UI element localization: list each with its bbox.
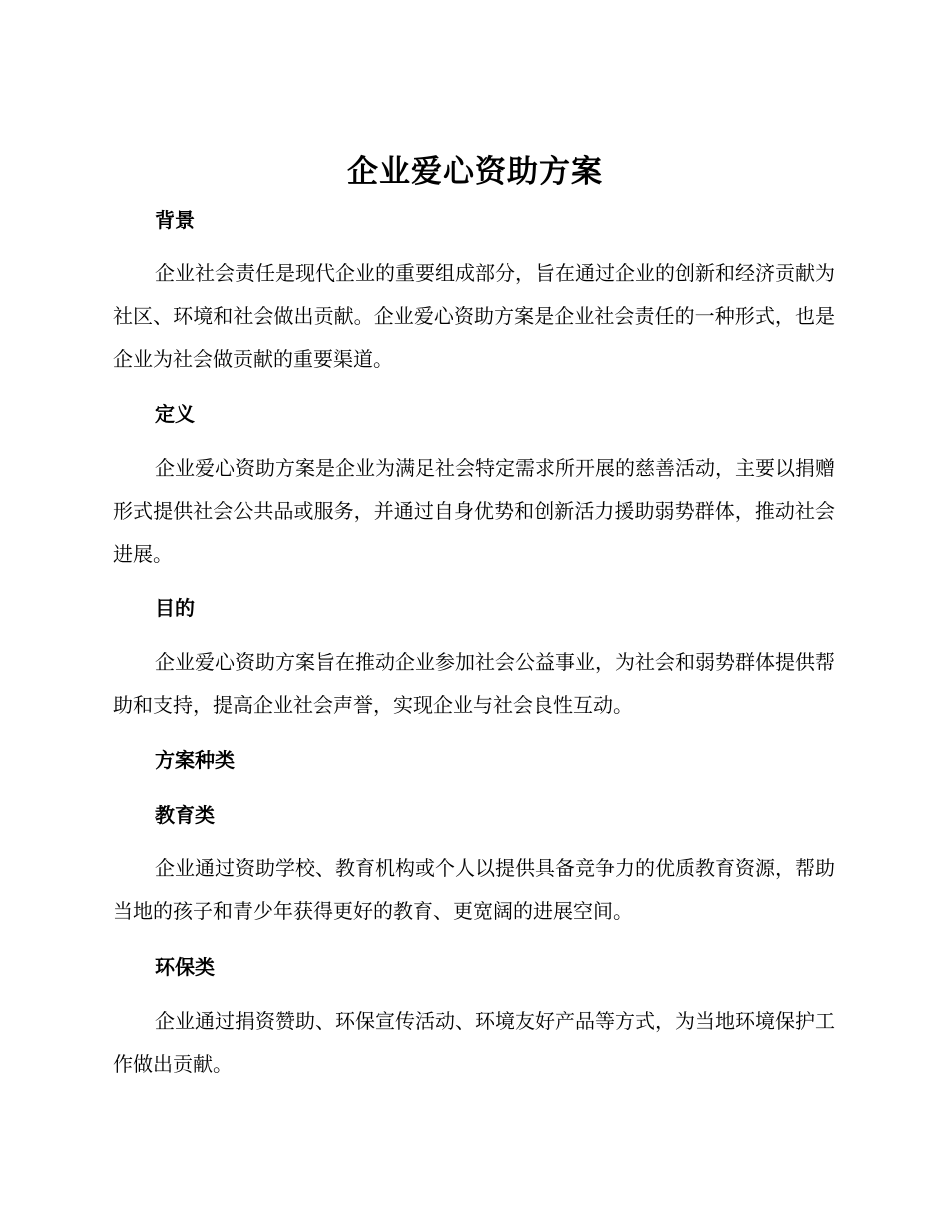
section-heading-types: 方案种类 — [155, 748, 235, 772]
section-body-education: 企业通过资助学校、教育机构或个人以提供具备竞争力的优质教育资源，帮助当地的孩子和青少年获得更好的教育、更宽阔的进展空间。 — [113, 856, 835, 923]
document-title: 企业爱心资助方案 — [347, 154, 603, 190]
section-body-purpose: 企业爱心资助方案旨在推动企业参加社会公益事业，为社会和弱势群体提供帮助和支持，提高企业社会声誉，实现企业与社会良性互动。 — [113, 650, 835, 717]
section-heading-background: 背景 — [155, 208, 195, 232]
section-body-definition: 企业爱心资助方案是企业为满足社会特定需求所开展的慈善活动，主要以捐赠形式提供社会公共品或服务，并通过自身优势和创新活力援助弱势群体，推动社会进展。 — [113, 456, 835, 566]
section-heading-purpose: 目的 — [155, 596, 195, 620]
section-body-environment: 企业通过捐资赞助、环保宣传活动、环境友好产品等方式，为当地环境保护工作做出贡献。 — [113, 1009, 835, 1076]
section-heading-environment: 环保类 — [155, 955, 215, 979]
section-body-background: 企业社会责任是现代企业的重要组成部分，旨在通过企业的创新和经济贡献为社区、环境和社会做出贡献。企业爱心资助方案是企业社会责任的一种形式，也是企业为社会做贡献的重要渠道。 — [113, 261, 835, 371]
section-heading-education: 教育类 — [155, 803, 215, 827]
section-heading-definition: 定义 — [155, 402, 195, 426]
